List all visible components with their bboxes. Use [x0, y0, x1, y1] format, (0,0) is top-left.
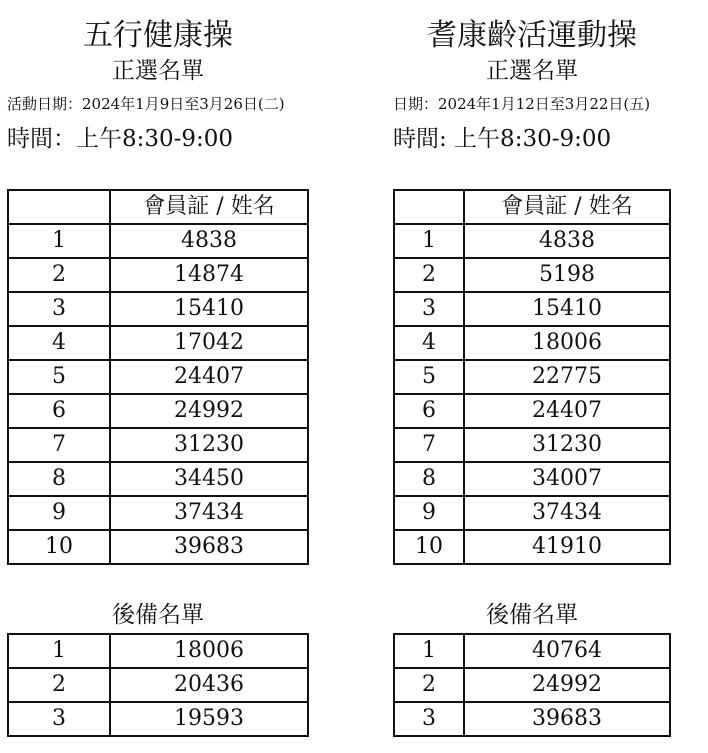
table-row	[8, 224, 308, 258]
row-number: 3	[394, 292, 464, 326]
member-id: 24407	[110, 360, 308, 394]
backup-list-heading: 後備名單	[486, 602, 578, 628]
main-list-table	[7, 189, 309, 565]
member-id: 18006	[464, 326, 670, 360]
member-id: 5198	[464, 258, 670, 292]
member-id: 24992	[464, 668, 670, 702]
member-id: 34007	[464, 462, 670, 496]
row-number: 3	[394, 702, 464, 736]
member-id: 4838	[110, 224, 308, 258]
activity-title: 耆康齡活運動操	[427, 18, 637, 53]
table-row	[394, 258, 670, 292]
row-number: 2	[8, 668, 110, 702]
table-row	[8, 634, 308, 668]
member-id: 37434	[464, 496, 670, 530]
table-row	[394, 394, 670, 428]
activity-title: 五行健康操	[83, 18, 233, 53]
table-row	[8, 428, 308, 462]
member-id: 24992	[110, 394, 308, 428]
backup-list-table	[393, 633, 671, 737]
table-row	[394, 530, 670, 564]
member-id: 31230	[110, 428, 308, 462]
row-number: 3	[8, 702, 110, 736]
table-row	[8, 530, 308, 564]
activity-time: 時間: 上午8:30-9:00	[393, 126, 612, 152]
row-number: 4	[8, 326, 110, 360]
table-row	[394, 292, 670, 326]
table-row	[8, 668, 308, 702]
header-member-cell: 會員証 / 姓名	[464, 190, 670, 224]
table-row	[8, 292, 308, 326]
member-id: 24407	[464, 394, 670, 428]
row-number: 9	[8, 496, 110, 530]
row-number: 10	[8, 530, 110, 564]
activity-time: 時間：上午8:30-9:00	[7, 126, 234, 152]
table-row	[8, 394, 308, 428]
table-row	[8, 462, 308, 496]
member-id: 19593	[110, 702, 308, 736]
member-id: 40764	[464, 634, 670, 668]
member-id: 22775	[464, 360, 670, 394]
header-number-cell	[8, 190, 110, 224]
header-number-cell	[394, 190, 464, 224]
row-number: 10	[394, 530, 464, 564]
table-row	[394, 496, 670, 530]
backup-list-table	[7, 633, 309, 737]
table-row	[8, 360, 308, 394]
member-id: 39683	[110, 530, 308, 564]
activity-date: 日期：2024年1月12日至3月22日(五)	[393, 95, 651, 113]
table-row	[394, 428, 670, 462]
table-row	[394, 224, 670, 258]
main-list-table	[393, 189, 671, 565]
row-number: 1	[394, 224, 464, 258]
row-number: 7	[394, 428, 464, 462]
row-number: 9	[394, 496, 464, 530]
table-row	[394, 668, 670, 702]
row-number: 1	[8, 634, 110, 668]
row-number: 5	[8, 360, 110, 394]
member-id: 20436	[110, 668, 308, 702]
member-id: 14874	[110, 258, 308, 292]
table-header-row	[394, 190, 670, 224]
table-row	[394, 702, 670, 736]
member-id: 15410	[464, 292, 670, 326]
main-list-heading: 正選名單	[486, 58, 578, 84]
member-id: 31230	[464, 428, 670, 462]
activity-date: 活動日期：2024年1月9日至3月26日(二)	[7, 95, 285, 113]
table-header-row	[8, 190, 308, 224]
table-row	[8, 496, 308, 530]
row-number: 8	[8, 462, 110, 496]
row-number: 2	[394, 668, 464, 702]
member-id: 37434	[110, 496, 308, 530]
main-list-heading: 正選名單	[112, 58, 204, 84]
row-number: 6	[8, 394, 110, 428]
member-id: 15410	[110, 292, 308, 326]
row-number: 1	[8, 224, 110, 258]
row-number: 1	[394, 634, 464, 668]
header-member-cell: 會員証 / 姓名	[110, 190, 308, 224]
table-row	[8, 702, 308, 736]
row-number: 3	[8, 292, 110, 326]
row-number: 6	[394, 394, 464, 428]
table-row	[394, 634, 670, 668]
member-id: 41910	[464, 530, 670, 564]
member-id: 17042	[110, 326, 308, 360]
row-number: 2	[8, 258, 110, 292]
table-row	[394, 462, 670, 496]
row-number: 8	[394, 462, 464, 496]
member-id: 39683	[464, 702, 670, 736]
member-id: 34450	[110, 462, 308, 496]
table-row	[394, 360, 670, 394]
table-row	[8, 326, 308, 360]
member-id: 4838	[464, 224, 670, 258]
row-number: 2	[394, 258, 464, 292]
row-number: 7	[8, 428, 110, 462]
member-id: 18006	[110, 634, 308, 668]
table-row	[8, 258, 308, 292]
row-number: 4	[394, 326, 464, 360]
row-number: 5	[394, 360, 464, 394]
backup-list-heading: 後備名單	[112, 602, 204, 628]
table-row	[394, 326, 670, 360]
